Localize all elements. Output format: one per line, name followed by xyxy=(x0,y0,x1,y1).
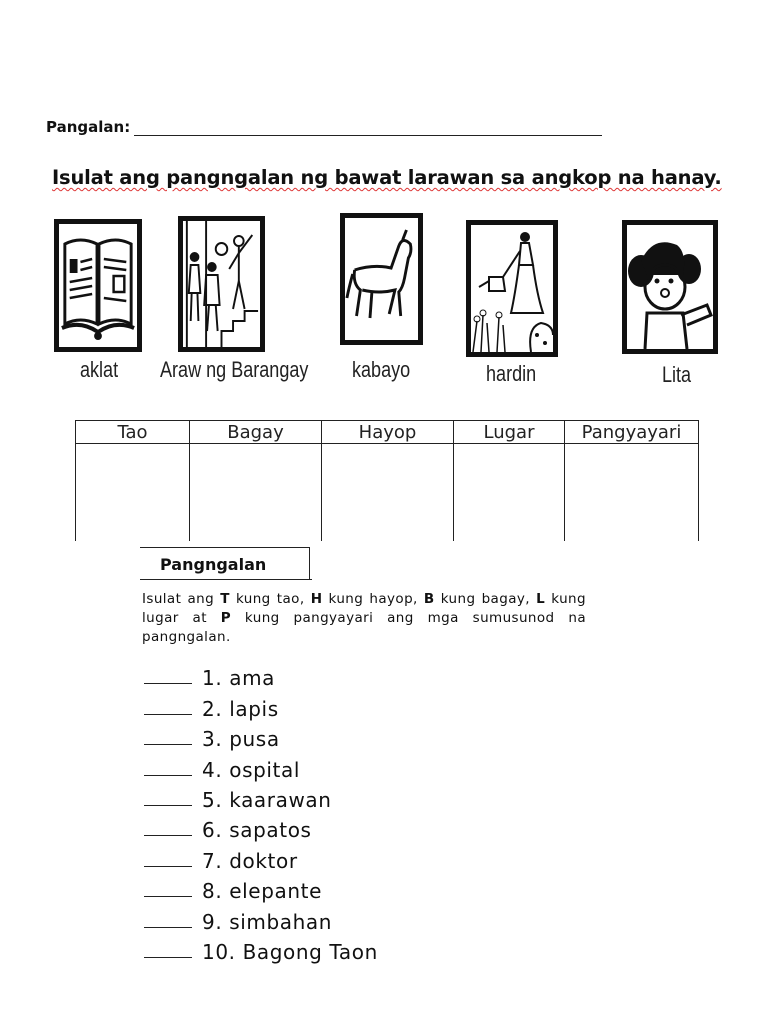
answer-blank[interactable] xyxy=(144,714,192,715)
list-item: 6. sapatos xyxy=(144,812,378,842)
list-item: 4. ospital xyxy=(144,751,378,781)
answer-cell-pangyayari[interactable] xyxy=(565,444,699,542)
picture-label: Araw ng Barangay xyxy=(160,357,309,382)
list-item: 1. ama xyxy=(144,660,378,690)
section-heading: Pangngalan xyxy=(140,547,310,579)
section-divider xyxy=(140,579,312,580)
column-header-pangyayari: Pangyayari xyxy=(565,421,699,444)
answer-blank[interactable] xyxy=(144,775,192,776)
answer-blank[interactable] xyxy=(144,744,192,745)
column-header-hayop: Hayop xyxy=(322,421,454,444)
instructions: Isulat ang T kung tao, H kung hayop, B kung bagay, L kung lugar at P kung pangyayari ang mga sumusunod na pangngalan. xyxy=(142,591,586,645)
answer-blank[interactable] xyxy=(144,927,192,928)
book-icon xyxy=(54,219,142,352)
answer-blank[interactable] xyxy=(144,896,192,897)
answer-cell-tao[interactable] xyxy=(76,444,190,542)
column-header-bagay: Bagay xyxy=(190,421,322,444)
answer-blank[interactable] xyxy=(144,957,192,958)
list-item: 9. simbahan xyxy=(144,903,378,933)
garden-icon xyxy=(466,220,558,357)
name-label: Pangalan: xyxy=(46,118,131,136)
list-item: 5. kaarawan xyxy=(144,782,378,812)
category-table xyxy=(75,420,699,541)
picture-label: hardin xyxy=(486,361,537,386)
answer-blank[interactable] xyxy=(144,805,192,806)
list-item: 3. pusa xyxy=(144,721,378,751)
answer-cell-bagay[interactable] xyxy=(190,444,322,542)
name-row xyxy=(46,118,602,136)
answer-blank[interactable] xyxy=(144,835,192,836)
item-list xyxy=(144,660,378,964)
answer-blank[interactable] xyxy=(144,866,192,867)
list-item: 7. doktor xyxy=(144,842,378,872)
picture-label: kabayo xyxy=(352,357,411,382)
list-item: 2. lapis xyxy=(144,690,378,720)
list-item: 10. Bagong Taon xyxy=(144,934,378,964)
barangay-day-icon xyxy=(178,216,265,352)
horse-icon xyxy=(340,213,423,345)
girl-icon xyxy=(622,220,718,354)
column-header-tao: Tao xyxy=(76,421,190,444)
page-title: Isulat ang pangngalan ng bawat larawan sa angkop na hanay. xyxy=(52,166,722,189)
answer-cell-lugar[interactable] xyxy=(454,444,565,542)
picture-label: Lita xyxy=(662,362,692,387)
answer-cell-hayop[interactable] xyxy=(322,444,454,542)
picture-label: aklat xyxy=(80,357,119,382)
column-header-lugar: Lugar xyxy=(454,421,565,444)
list-item: 8. elepante xyxy=(144,873,378,903)
name-field[interactable] xyxy=(134,121,602,136)
answer-blank[interactable] xyxy=(144,683,192,684)
